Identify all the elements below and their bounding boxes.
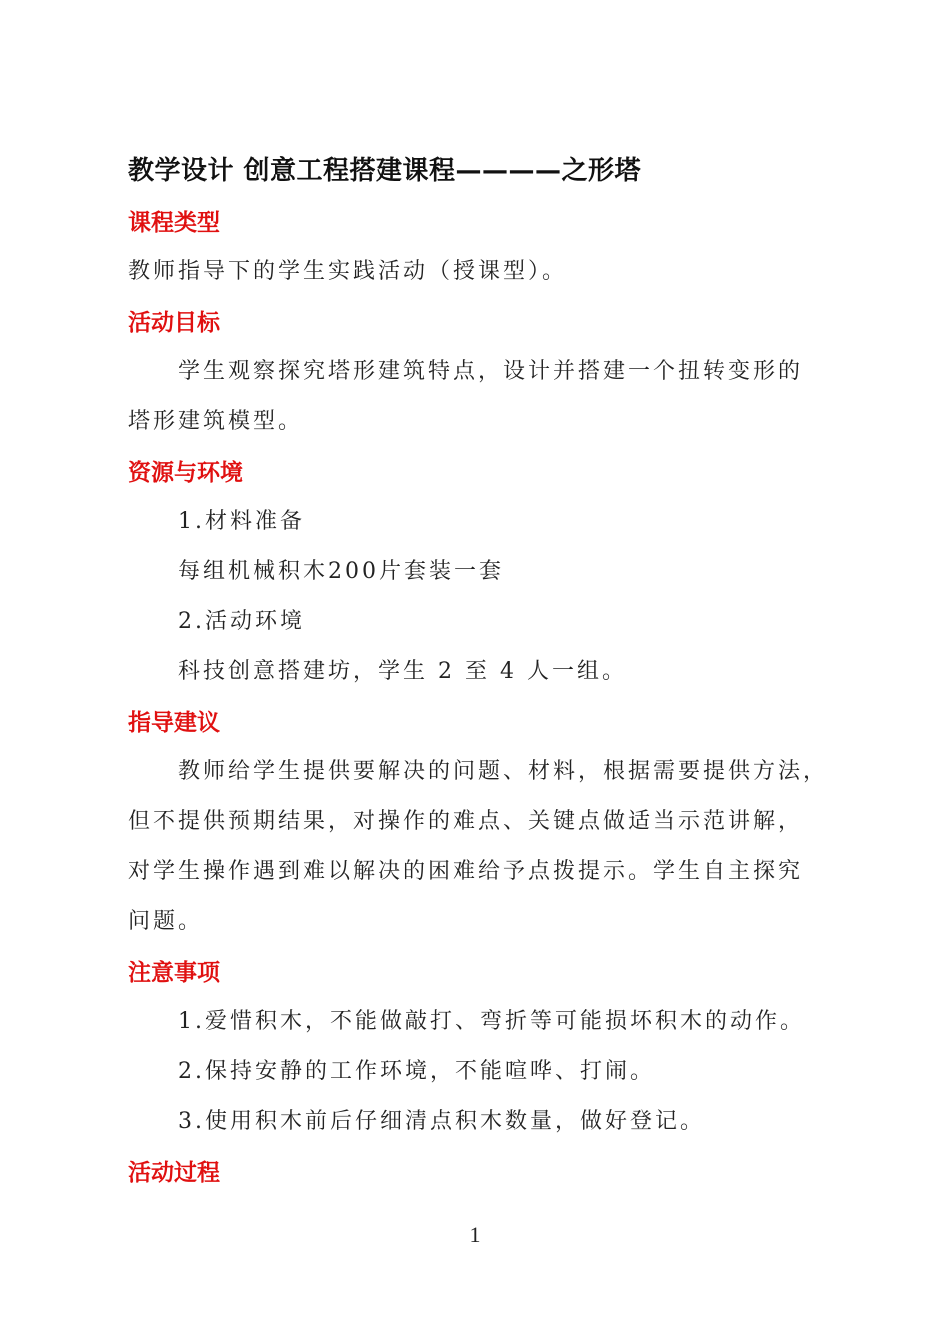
- section-heading-course-type: 课程类型: [128, 210, 220, 236]
- paragraph-line: 教师指导下的学生实践活动（授课型）。: [128, 259, 568, 284]
- section-heading-resources: 资源与环境: [128, 460, 243, 486]
- document-title: 教学设计 创意工程搭建课程————之形塔: [128, 156, 642, 186]
- list-item: 1.爱惜积木，不能做敲打、弯折等可能损坏积木的动作。: [178, 1009, 805, 1034]
- list-item: 3.使用积木前后仔细清点积木数量，做好登记。: [178, 1109, 705, 1134]
- section-heading-activity-goal: 活动目标: [128, 310, 220, 336]
- section-heading-activity-process: 活动过程: [128, 1160, 220, 1186]
- paragraph-line: 塔形建筑模型。: [128, 409, 304, 434]
- paragraph-line: 科技创意搭建坊，学生 2 至 4 人一组。: [178, 659, 627, 684]
- paragraph-line: 但不提供预期结果，对操作的难点、关键点做适当示范讲解，: [128, 809, 804, 834]
- paragraph-line: 对学生操作遇到难以解决的困难给予点拨提示。学生自主探究: [128, 859, 804, 884]
- page-number: 1: [469, 1222, 481, 1247]
- paragraph-line: 问题。: [128, 909, 204, 934]
- list-item: 1.材料准备: [178, 509, 305, 534]
- section-heading-notes: 注意事项: [128, 960, 220, 986]
- list-item: 2.保持安静的工作环境，不能喧哗、打闹。: [178, 1059, 655, 1084]
- section-heading-guidance: 指导建议: [128, 710, 220, 736]
- paragraph-line: 教师给学生提供要解决的问题、材料，根据需要提供方法，: [178, 759, 829, 784]
- paragraph-line: 学生观察探究塔形建筑特点，设计并搭建一个扭转变形的: [178, 359, 804, 384]
- list-item: 2.活动环境: [178, 609, 305, 634]
- paragraph-line: 每组机械积木200片套装一套: [178, 559, 504, 584]
